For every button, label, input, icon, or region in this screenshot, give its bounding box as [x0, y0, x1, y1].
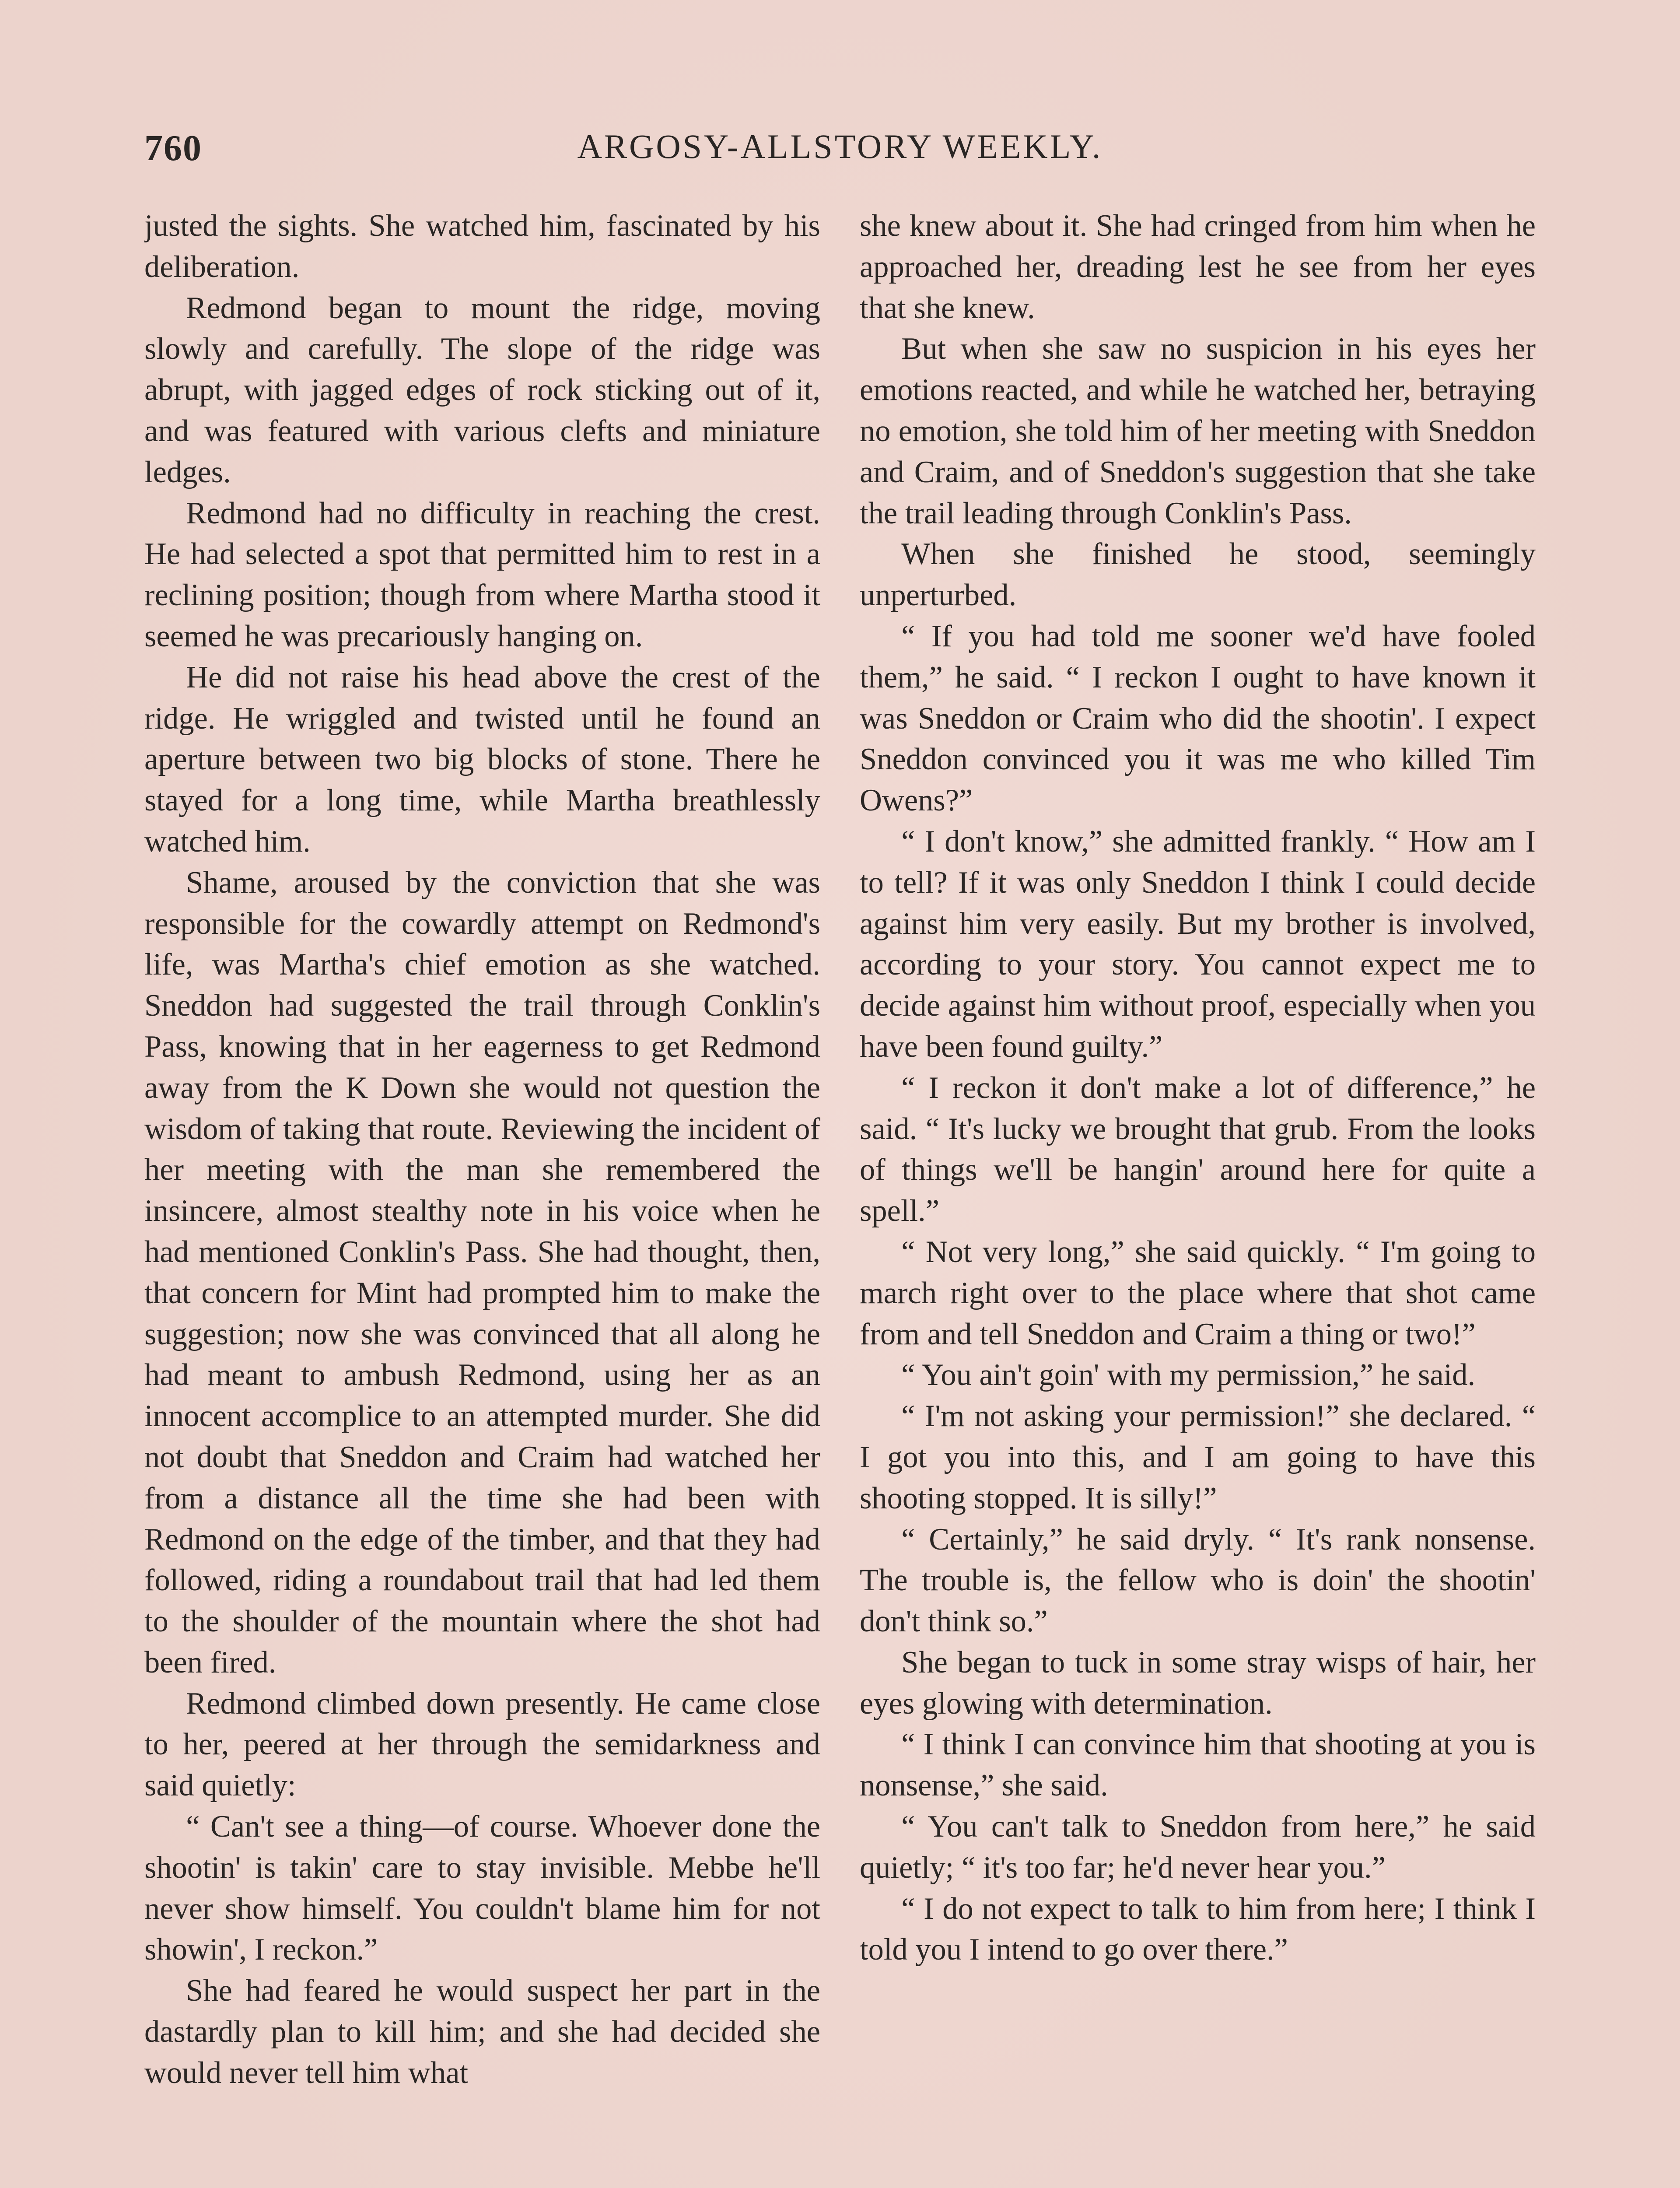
paragraph: “ I do not expect to talk to him from here; I think I told you I intend to go over there.” [860, 1891, 1536, 1967]
paragraph: “ If you had told me sooner we'd have fooled them,” he said. “ I reckon I ought to have known it was Sneddon or Craim who did the shootin'. I expect Sneddon convinced you it was me who killed Tim Owens?” [860, 619, 1536, 818]
paragraph: justed the sights. She watched him, fascinated by his deliberation. [144, 209, 820, 284]
paragraph: Shame, aroused by the conviction that she was responsible for the cowardly attempt on Redmond's life, was Martha's chief emotion as she watched. Sneddon had suggested the trail through Conklin's Pass, knowing that in her eagerness to get Redmond away from the K Down she would not question the wisdom of taking that route. Reviewing the incident of her meeting with the man she remembered the insincere, almost stealthy note in his voice when he had mentioned Conklin's Pass. She had thought, then, that concern for Mint had prompted him to make the suggestion; now she was convinced that all along he had meant to ambush Redmond, using her as an innocent accomplice to an attempted murder. She did not doubt that Sneddon and Craim had watched her from a distance all the time she had been with Redmond on the edge of the timber, and that they had followed, riding a roundabout trail that had led them to the shoulder of the mountain where the shot had been fired. [144, 865, 820, 1680]
paragraph: Redmond had no difficulty in reaching the crest. He had selected a spot that permitted him to rest in a reclining position; though from where Martha stood it seemed he was precariously hanging on. [144, 496, 820, 653]
paragraph: She had feared he would suspect her part in the dastardly plan to kill him; and she had decided she would never tell him what [144, 1974, 820, 2090]
paragraph: She began to tuck in some stray wisps of hair, her eyes glowing with determination. [860, 1645, 1536, 1721]
paragraph: “ Certainly,” he said dryly. “ It's rank nonsense. The trouble is, the fellow who is doin' the shootin' don't think so.” [860, 1522, 1536, 1639]
paragraph: “ Can't see a thing—of course. Whoever done the shootin' is takin' care to stay invisible. Mebbe he'll never show himself. You couldn't blame him for not showin', I reckon.” [144, 1809, 820, 1967]
paragraph: she knew about it. She had cringed from him when he approached her, dreading lest he see from her eyes that she knew. [860, 209, 1536, 325]
paragraph: He did not raise his head above the crest of the ridge. He wriggled and twisted until he found an aperture between two big blocks of stone. There he stayed for a long time, while Martha breathlessly watched him. [144, 660, 820, 859]
paragraph: “ I'm not asking your permission!” she declared. “ I got you into this, and I am going to have this shooting stopped. It is silly!” [860, 1399, 1536, 1515]
running-head: ARGOSY-ALLSTORY WEEKLY. [577, 127, 1103, 165]
paragraph: But when she saw no suspicion in his eyes her emotions reacted, and while he watched her, betraying no emotion, she told him of her meeting with Sneddon and Craim, and of Sneddon's suggestion that she take the trail leading through Conklin's Pass. [860, 332, 1536, 530]
paragraph: “ I think I can convince him that shooting at you is nonsense,” she said. [860, 1727, 1536, 1803]
paragraph: “ Not very long,” she said quickly. “ I'm going to march right over to the place where that shot came from and tell Sneddon and Craim a thing or two!” [860, 1234, 1536, 1351]
paragraph: “ I don't know,” she admitted frankly. “ How am I to tell? If it was only Sneddon I think I could decide against him very easily. But my brother is involved, according to your story. You cannot expect me to decide against him without proof, especially when you have been found guilty.” [860, 824, 1536, 1064]
paragraph: Redmond began to mount the ridge, moving slowly and carefully. The slope of the ridge was abrupt, with jagged edges of rock sticking out of it, and was featured with various clefts and miniature ledges. [144, 291, 820, 489]
paragraph: “ You ain't goin' with my permission,” he said. [901, 1358, 1476, 1392]
right-column [860, 206, 1536, 2188]
page-header [144, 127, 1536, 184]
paragraph: When she finished he stood, seemingly unperturbed. [860, 537, 1536, 613]
paragraph: “ I reckon it don't make a lot of difference,” he said. “ It's lucky we brought that grub. From the looks of things we'll be hangin' around here for quite a spell.” [860, 1070, 1536, 1228]
paragraph: “ You can't talk to Sneddon from here,” he said quietly; “ it's too far; he'd never hear you.” [860, 1809, 1536, 1885]
left-column [144, 206, 820, 2188]
paragraph: Redmond climbed down presently. He came close to her, peered at her through the semidarkness and said quietly: [144, 1686, 820, 1803]
page-number: 760 [144, 128, 202, 168]
